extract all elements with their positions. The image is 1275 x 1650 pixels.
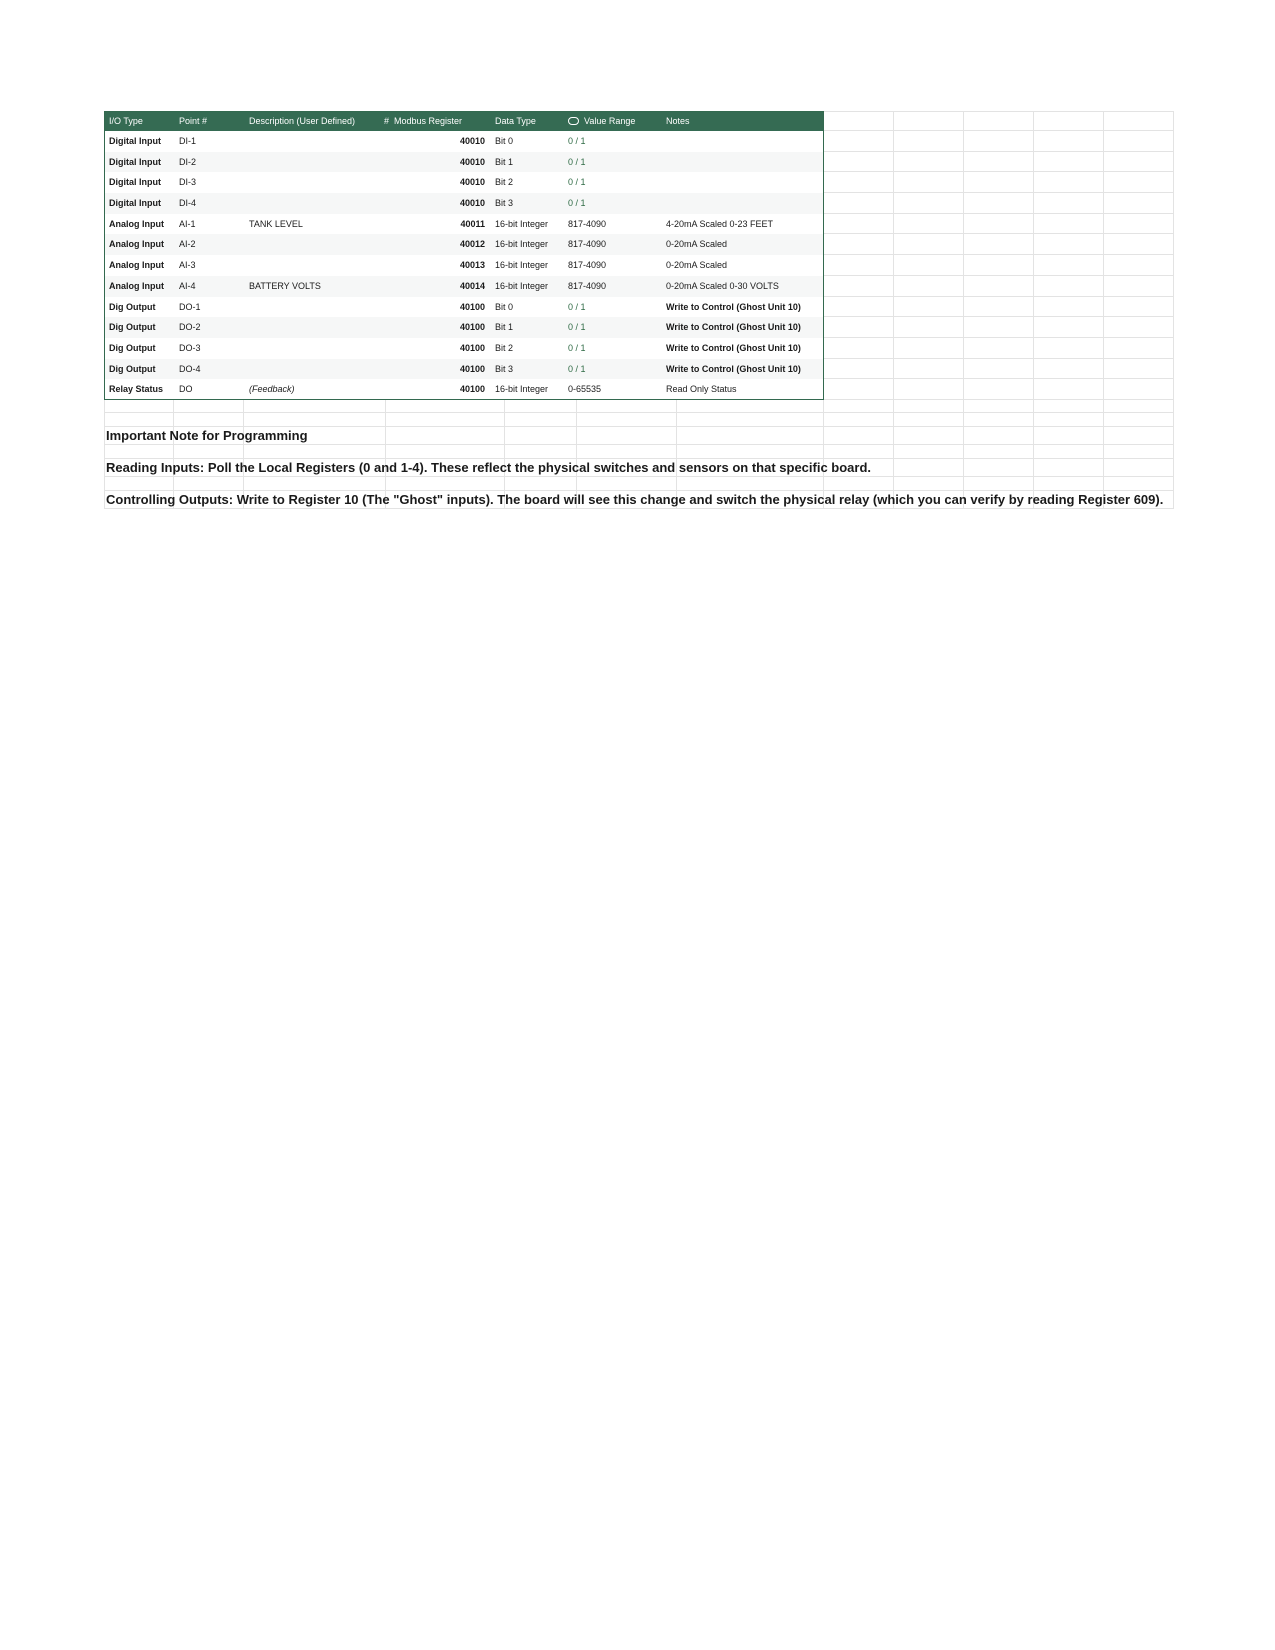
cell-register[interactable]: 40010 <box>379 172 490 193</box>
cell-io-type[interactable]: Digital Input <box>104 152 174 173</box>
grid-cell[interactable] <box>1034 427 1104 445</box>
grid-cell[interactable] <box>894 152 964 173</box>
grid-cell[interactable] <box>964 255 1034 276</box>
header-label: Modbus Register <box>394 116 463 126</box>
grid-cell[interactable] <box>964 459 1034 477</box>
grid-cell[interactable] <box>1034 359 1104 380</box>
grid-cell[interactable] <box>894 400 964 413</box>
spreadsheet-grid <box>104 111 1170 509</box>
cell-io-type[interactable]: Analog Input <box>104 234 174 255</box>
grid-cell[interactable] <box>1034 193 1104 214</box>
cell-range[interactable]: 0 / 1 <box>563 359 661 380</box>
cell-point[interactable]: AI-4 <box>174 276 244 297</box>
reading-inputs-note: Reading Inputs: Poll the Local Registers (0 and 1-4). These reflect the physical switches and sensors on that specific board. <box>106 459 872 475</box>
cell-point[interactable]: AI-3 <box>174 255 244 276</box>
grid-cell[interactable] <box>1104 255 1174 276</box>
cell-io-type[interactable]: Dig Output <box>104 317 174 338</box>
grid-cell[interactable] <box>1104 214 1174 235</box>
grid-cell[interactable] <box>1034 445 1104 459</box>
cell-description[interactable]: (Feedback) <box>244 379 379 400</box>
programming-note-heading: Important Note for Programming <box>106 427 308 443</box>
cell-data-type[interactable]: Bit 3 <box>490 193 563 214</box>
cell-description[interactable] <box>244 131 379 152</box>
grid-cell[interactable] <box>244 445 386 459</box>
cell-range[interactable]: 0-65535 <box>563 379 661 400</box>
toggle-icon <box>568 117 579 125</box>
cell-description[interactable] <box>244 193 379 214</box>
cell-point[interactable]: DO-3 <box>174 338 244 359</box>
grid-cell[interactable] <box>1104 297 1174 318</box>
cell-data-type[interactable]: 16-bit Integer <box>490 276 563 297</box>
grid-cell[interactable] <box>1104 234 1174 255</box>
cell-register[interactable]: 40011 <box>379 214 490 235</box>
grid-cell[interactable] <box>677 413 824 427</box>
header-label: Data Type <box>495 116 536 126</box>
grid-cell[interactable] <box>824 379 894 400</box>
table-header-row <box>104 111 1170 131</box>
grid-cell[interactable] <box>1034 477 1104 491</box>
grid-cell[interactable] <box>964 172 1034 193</box>
cell-description[interactable] <box>244 234 379 255</box>
grid-cell[interactable] <box>244 477 386 491</box>
grid-cell[interactable] <box>1034 214 1104 235</box>
grid-cell[interactable] <box>1034 413 1104 427</box>
grid-cell[interactable] <box>964 297 1034 318</box>
grid-cell[interactable] <box>505 445 577 459</box>
grid-cell[interactable] <box>824 427 894 445</box>
grid-cell[interactable] <box>894 172 964 193</box>
header-label: I/O Type <box>109 116 143 126</box>
cell-io-type[interactable]: Digital Input <box>104 193 174 214</box>
grid-cell[interactable] <box>894 445 964 459</box>
grid-cell[interactable] <box>104 445 174 459</box>
hash-icon: # <box>384 116 390 126</box>
cell-register[interactable]: 40100 <box>379 317 490 338</box>
grid-cell[interactable] <box>1034 234 1104 255</box>
cell-notes[interactable] <box>661 152 824 173</box>
grid-cell[interactable] <box>1104 427 1174 445</box>
grid-cell[interactable] <box>1034 152 1104 173</box>
cell-point[interactable]: DO-2 <box>174 317 244 338</box>
grid-cell[interactable] <box>964 234 1034 255</box>
grid-cell[interactable] <box>577 427 677 445</box>
grid-cell[interactable] <box>894 111 964 131</box>
grid-cell[interactable] <box>174 445 244 459</box>
grid-cell[interactable] <box>894 276 964 297</box>
header-register[interactable] <box>379 111 490 131</box>
cell-point[interactable]: DO-1 <box>174 297 244 318</box>
cell-range[interactable]: 817-4090 <box>563 214 661 235</box>
grid-cell[interactable] <box>894 297 964 318</box>
cell-range[interactable]: 0 / 1 <box>563 193 661 214</box>
grid-cell[interactable] <box>894 379 964 400</box>
grid-cell[interactable] <box>964 276 1034 297</box>
table-row <box>104 152 1170 173</box>
grid-cell[interactable] <box>577 477 677 491</box>
grid-cell[interactable] <box>1034 131 1104 152</box>
header-point[interactable] <box>174 111 244 131</box>
header-label: Description (User Defined) <box>249 116 356 126</box>
grid-cell[interactable] <box>677 400 824 413</box>
cell-register[interactable]: 40100 <box>379 338 490 359</box>
cell-point[interactable]: AI-1 <box>174 214 244 235</box>
grid-cell[interactable] <box>1104 413 1174 427</box>
grid-cell[interactable] <box>1034 297 1104 318</box>
table-row <box>104 214 1170 235</box>
grid-cell[interactable] <box>824 255 894 276</box>
grid-cell[interactable] <box>824 359 894 380</box>
grid-cell[interactable] <box>1034 172 1104 193</box>
grid-cell[interactable] <box>964 111 1034 131</box>
cell-description[interactable] <box>244 338 379 359</box>
grid-cell[interactable] <box>677 477 824 491</box>
grid-cell[interactable] <box>894 234 964 255</box>
grid-cell[interactable] <box>964 317 1034 338</box>
cell-range[interactable]: 817-4090 <box>563 234 661 255</box>
cell-notes[interactable]: 4-20mA Scaled 0-23 FEET <box>661 214 824 235</box>
grid-cell[interactable] <box>824 111 894 131</box>
cell-register[interactable]: 40010 <box>379 152 490 173</box>
controlling-outputs-note: Controlling Outputs: Write to Register 10 (The "Ghost" inputs). The board will see this change and switch the physical relay (which you can verify by reading Register 609). <box>106 491 1164 507</box>
cell-notes[interactable] <box>661 131 824 152</box>
grid-cell[interactable] <box>1104 317 1174 338</box>
grid-cell[interactable] <box>1034 111 1104 131</box>
cell-notes[interactable]: Write to Control (Ghost Unit 10) <box>661 317 824 338</box>
cell-register[interactable]: 40010 <box>379 131 490 152</box>
grid-cell[interactable] <box>1104 359 1174 380</box>
table-row <box>104 193 1170 214</box>
grid-cell[interactable] <box>824 234 894 255</box>
cell-point[interactable]: DI-3 <box>174 172 244 193</box>
empty-grid-row <box>104 477 1170 491</box>
grid-cell[interactable] <box>824 152 894 173</box>
table-row <box>104 338 1170 359</box>
grid-cell[interactable] <box>505 400 577 413</box>
grid-cell[interactable] <box>577 445 677 459</box>
header-description[interactable] <box>244 111 379 131</box>
grid-cell[interactable] <box>964 445 1034 459</box>
grid-cell[interactable] <box>964 379 1034 400</box>
empty-grid-row <box>104 491 1170 509</box>
grid-cell[interactable] <box>894 193 964 214</box>
grid-cell[interactable] <box>824 338 894 359</box>
cell-point[interactable]: DO <box>174 379 244 400</box>
grid-cell[interactable] <box>1104 172 1174 193</box>
header-label: Notes <box>666 116 690 126</box>
grid-cell[interactable] <box>244 400 386 413</box>
table-row <box>104 131 1170 152</box>
header-io-type[interactable] <box>104 111 174 131</box>
cell-io-type[interactable]: Digital Input <box>104 172 174 193</box>
table-row <box>104 255 1170 276</box>
cell-data-type[interactable]: Bit 0 <box>490 131 563 152</box>
cell-range[interactable]: 0 / 1 <box>563 297 661 318</box>
cell-point[interactable]: DI-1 <box>174 131 244 152</box>
grid-cell[interactable] <box>1104 459 1174 477</box>
cell-description[interactable] <box>244 317 379 338</box>
grid-cell[interactable] <box>894 131 964 152</box>
grid-cell[interactable] <box>1104 379 1174 400</box>
cell-range[interactable]: 0 / 1 <box>563 152 661 173</box>
cell-point[interactable]: DI-4 <box>174 193 244 214</box>
table-row <box>104 172 1170 193</box>
header-label: Point # <box>179 116 208 126</box>
cell-notes[interactable]: Read Only Status <box>661 379 824 400</box>
cell-notes[interactable]: Write to Control (Ghost Unit 10) <box>661 338 824 359</box>
grid-cell[interactable] <box>1104 152 1174 173</box>
grid-cell[interactable] <box>1104 477 1174 491</box>
grid-cell[interactable] <box>824 477 894 491</box>
cell-data-type[interactable]: Bit 2 <box>490 338 563 359</box>
grid-cell[interactable] <box>964 338 1034 359</box>
grid-cell[interactable] <box>964 413 1034 427</box>
cell-notes[interactable] <box>661 172 824 193</box>
empty-grid-row <box>104 400 1170 413</box>
cell-point[interactable]: DI-2 <box>174 152 244 173</box>
grid-cell[interactable] <box>577 413 677 427</box>
grid-cell[interactable] <box>894 317 964 338</box>
grid-cell[interactable] <box>505 413 577 427</box>
grid-cell[interactable] <box>894 214 964 235</box>
cell-notes[interactable]: 0-20mA Scaled <box>661 234 824 255</box>
grid-cell[interactable] <box>104 400 174 413</box>
grid-cell[interactable] <box>824 400 894 413</box>
grid-cell[interactable] <box>1104 400 1174 413</box>
cell-data-type[interactable]: 16-bit Integer <box>490 379 563 400</box>
grid-cell[interactable] <box>894 427 964 445</box>
grid-cell[interactable] <box>104 413 174 427</box>
grid-cell[interactable] <box>174 400 244 413</box>
grid-cell[interactable] <box>824 445 894 459</box>
grid-cell[interactable] <box>577 400 677 413</box>
grid-cell[interactable] <box>1104 445 1174 459</box>
cell-data-type[interactable]: 16-bit Integer <box>490 214 563 235</box>
cell-io-type[interactable]: Analog Input <box>104 255 174 276</box>
cell-data-type[interactable]: Bit 1 <box>490 317 563 338</box>
cell-register[interactable]: 40100 <box>379 379 490 400</box>
cell-description[interactable] <box>244 359 379 380</box>
grid-cell[interactable] <box>894 338 964 359</box>
cell-notes[interactable]: Write to Control (Ghost Unit 10) <box>661 297 824 318</box>
cell-data-type[interactable]: Bit 3 <box>490 359 563 380</box>
header-notes[interactable] <box>661 111 824 131</box>
table-row <box>104 317 1170 338</box>
grid-cell[interactable] <box>104 477 174 491</box>
cell-register[interactable]: 40100 <box>379 359 490 380</box>
cell-data-type[interactable]: 16-bit Integer <box>490 234 563 255</box>
grid-cell[interactable] <box>386 427 505 445</box>
cell-description[interactable] <box>244 255 379 276</box>
cell-point[interactable]: AI-2 <box>174 234 244 255</box>
cell-description[interactable] <box>244 172 379 193</box>
cell-range[interactable]: 0 / 1 <box>563 131 661 152</box>
grid-cell[interactable] <box>824 172 894 193</box>
cell-data-type[interactable]: Bit 0 <box>490 297 563 318</box>
cell-notes[interactable]: 0-20mA Scaled 0-30 VOLTS <box>661 276 824 297</box>
grid-cell[interactable] <box>386 400 505 413</box>
grid-cell[interactable] <box>677 427 824 445</box>
cell-notes[interactable]: 0-20mA Scaled <box>661 255 824 276</box>
grid-cell[interactable] <box>505 427 577 445</box>
cell-description[interactable]: TANK LEVEL <box>244 214 379 235</box>
cell-point[interactable]: DO-4 <box>174 359 244 380</box>
grid-cell[interactable] <box>964 427 1034 445</box>
cell-io-type[interactable]: Digital Input <box>104 131 174 152</box>
grid-cell[interactable] <box>964 131 1034 152</box>
cell-range[interactable]: 0 / 1 <box>563 172 661 193</box>
grid-cell[interactable] <box>505 477 577 491</box>
cell-io-type[interactable]: Analog Input <box>104 214 174 235</box>
grid-cell[interactable] <box>964 359 1034 380</box>
cell-register[interactable]: 40012 <box>379 234 490 255</box>
grid-cell[interactable] <box>1104 193 1174 214</box>
cell-data-type[interactable]: Bit 2 <box>490 172 563 193</box>
grid-cell[interactable] <box>824 131 894 152</box>
grid-cell[interactable] <box>964 214 1034 235</box>
grid-cell[interactable] <box>1104 276 1174 297</box>
cell-io-type[interactable]: Dig Output <box>104 359 174 380</box>
cell-io-type[interactable]: Analog Input <box>104 276 174 297</box>
header-label: Value Range <box>584 116 636 126</box>
cell-io-type[interactable]: Relay Status <box>104 379 174 400</box>
grid-cell[interactable] <box>824 193 894 214</box>
cell-description[interactable]: BATTERY VOLTS <box>244 276 379 297</box>
cell-data-type[interactable]: Bit 1 <box>490 152 563 173</box>
empty-grid-row <box>104 445 1170 459</box>
cell-range[interactable]: 0 / 1 <box>563 317 661 338</box>
cell-description[interactable] <box>244 152 379 173</box>
table-row <box>104 379 1170 400</box>
grid-cell[interactable] <box>1034 459 1104 477</box>
grid-cell[interactable] <box>894 413 964 427</box>
grid-cell[interactable] <box>894 255 964 276</box>
grid-cell[interactable] <box>824 317 894 338</box>
grid-cell[interactable] <box>244 413 386 427</box>
cell-description[interactable] <box>244 297 379 318</box>
grid-cell[interactable] <box>824 214 894 235</box>
header-data-type[interactable] <box>490 111 563 131</box>
grid-cell[interactable] <box>894 359 964 380</box>
cell-register[interactable]: 40100 <box>379 297 490 318</box>
empty-grid-row <box>104 427 1170 445</box>
grid-cell[interactable] <box>964 152 1034 173</box>
table-row <box>104 359 1170 380</box>
grid-cell[interactable] <box>1104 111 1174 131</box>
grid-cell[interactable] <box>1034 338 1104 359</box>
grid-cell[interactable] <box>174 413 244 427</box>
cell-io-type[interactable]: Dig Output <box>104 297 174 318</box>
grid-cell[interactable] <box>1034 400 1104 413</box>
grid-cell[interactable] <box>1034 317 1104 338</box>
grid-cell[interactable] <box>174 477 244 491</box>
cell-range[interactable]: 817-4090 <box>563 276 661 297</box>
cell-data-type[interactable]: 16-bit Integer <box>490 255 563 276</box>
grid-cell[interactable] <box>964 477 1034 491</box>
grid-cell[interactable] <box>824 297 894 318</box>
grid-cell[interactable] <box>894 459 964 477</box>
grid-cell[interactable] <box>386 413 505 427</box>
grid-cell[interactable] <box>894 477 964 491</box>
cell-range[interactable]: 817-4090 <box>563 255 661 276</box>
grid-cell[interactable] <box>677 445 824 459</box>
cell-notes[interactable]: Write to Control (Ghost Unit 10) <box>661 359 824 380</box>
table-row <box>104 297 1170 318</box>
empty-grid-row <box>104 459 1170 477</box>
table-row <box>104 234 1170 255</box>
grid-cell[interactable] <box>1034 379 1104 400</box>
grid-cell[interactable] <box>1104 338 1174 359</box>
cell-io-type[interactable]: Dig Output <box>104 338 174 359</box>
grid-cell[interactable] <box>1104 131 1174 152</box>
grid-cell[interactable] <box>1034 276 1104 297</box>
grid-cell[interactable] <box>1034 255 1104 276</box>
grid-cell[interactable] <box>386 477 505 491</box>
cell-register[interactable]: 40014 <box>379 276 490 297</box>
table-row <box>104 276 1170 297</box>
grid-cell[interactable] <box>964 400 1034 413</box>
cell-notes[interactable] <box>661 193 824 214</box>
empty-grid-row <box>104 413 1170 427</box>
cell-register[interactable]: 40010 <box>379 193 490 214</box>
grid-cell[interactable] <box>824 413 894 427</box>
grid-cell[interactable] <box>824 276 894 297</box>
cell-register[interactable]: 40013 <box>379 255 490 276</box>
grid-cell[interactable] <box>386 445 505 459</box>
header-range[interactable] <box>563 111 661 131</box>
grid-cell[interactable] <box>964 193 1034 214</box>
cell-range[interactable]: 0 / 1 <box>563 338 661 359</box>
